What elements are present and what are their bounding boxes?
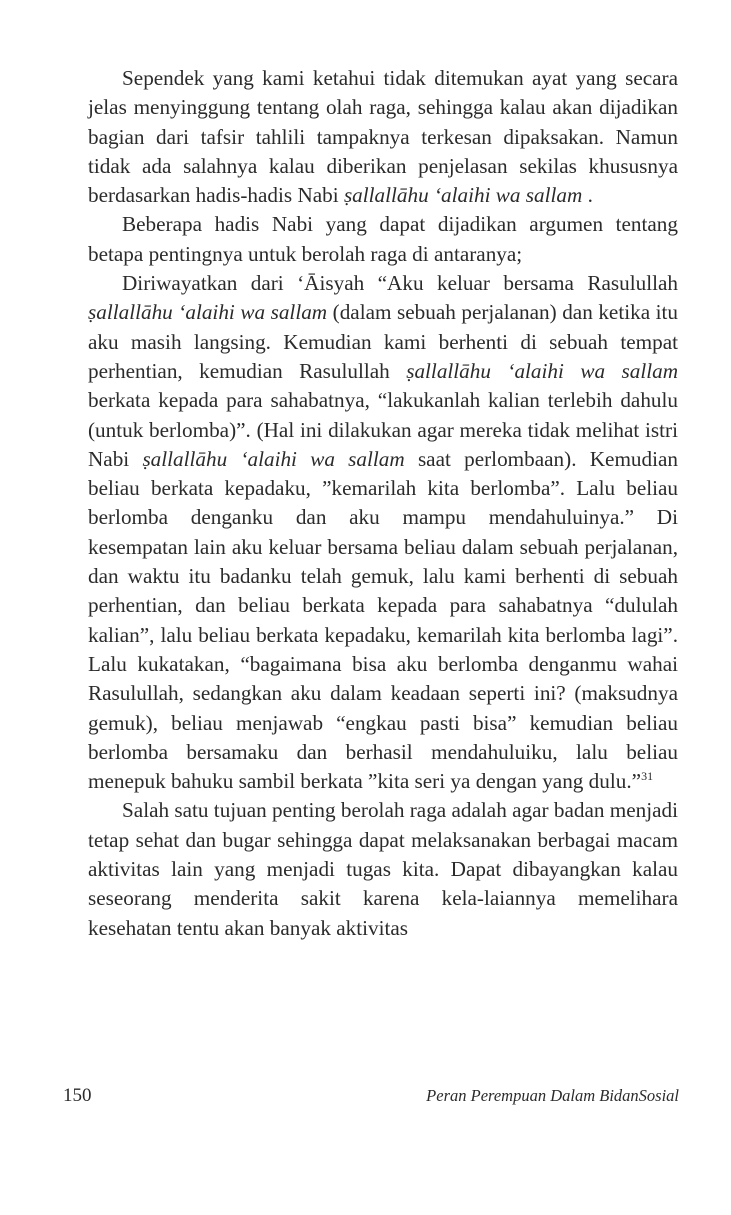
hadith-text-part-3: berkata kepada para sahabatnya, “lakukanlah kalian terlebih dahulu (untuk berlomba)”. (Hal ini dilakukan agar mereka tidak melihat istri Nabi (88, 388, 678, 471)
paragraph-2 (88, 210, 678, 269)
footnote-marker[interactable]: 31 (641, 769, 654, 784)
hadith-text-part-2: (dalam sebuah perjalanan) dan ketika itu aku masih langsing. Kemudian kami berhenti di sebuah tempat perhentian, kemudian Rasulullah (88, 300, 678, 383)
salawat-phrase: ṣallallāhu ‘alaihi wa sallam (142, 446, 405, 471)
salawat-phrase: ṣallallāhu ‘alaihi wa sallam (88, 300, 328, 325)
paragraph-1 (88, 64, 678, 210)
page-footer (63, 1084, 679, 1108)
paragraph-1-end: . (582, 183, 593, 208)
hadith-text-part-4: saat perlombaan). Kemudian beliau berkata kepadaku, ”kemarilah kita berlomba”. Lalu beliau berlomba denganku dan aku mampu mendahuluinya.” Di kesempatan lain aku keluar bersama beliau dalam sebuah perjalanan, dan waktu itu badanku telah gemuk, lalu kami berhenti di sebuah perhentian, dan beliau berkata kepada para sahabatnya “dululah kalian”, lalu beliau berkata kepadaku, kemarilah kita berlomba lagi”. Lalu kukatakan, “bagaimana bisa aku berlomba denganmu wahai Rasulullah, sedangkan aku dalam keadaan seperti ini? (maksudnya gemuk), beliau menjawab “engkau pasti bisa” kemudian beliau berlomba bersamaku dan berhasil mendahuluiku, lalu beliau menepuk bahuku sambil berkata ”kita seri ya dengan yang dulu.” (88, 446, 678, 794)
paragraph-2-text: Beberapa hadis Nabi yang dapat dijadikan argumen tentang betapa pentingnya untuk berolah raga di antaranya; (88, 212, 678, 266)
salawat-phrase: ṣallallāhu ‘alaihi wa sallam (343, 183, 583, 208)
hadith-text-part-1: Diriwayatkan dari ‘Āisyah “Aku keluar bersama Rasulullah (122, 271, 678, 296)
paragraph-1-text: Sependek yang kami ketahui tidak ditemukan ayat yang secara jelas menyinggung tentang olah raga, sehingga kalau akan dijadikan bagian dari tafsir tahlili tampaknya terkesan dipaksakan. Namun tidak ada salahnya kalau diberikan penjelasan sekilas khususnya berdasarkan hadis-hadis Nabi (88, 66, 678, 208)
paragraph-3-hadith (88, 269, 678, 796)
page-body (88, 64, 678, 943)
paragraph-4-text: Salah satu tujuan penting berolah raga adalah agar badan menjadi tetap sehat dan bugar sehingga dapat melaksanakan berbagai macam aktivitas lain yang menjadi tugas kita. Dapat dibayangkan kalau seseorang menderita sakit karena kela-laiannya memelihara kesehatan tentu akan banyak aktivitas (88, 798, 678, 940)
paragraph-4 (88, 796, 678, 942)
running-title: Peran Perempuan Dalam BidanSosial (426, 1086, 679, 1105)
salawat-phrase: ṣallallāhu ‘alaihi wa sallam (406, 358, 678, 383)
page-number: 150 (63, 1085, 92, 1106)
